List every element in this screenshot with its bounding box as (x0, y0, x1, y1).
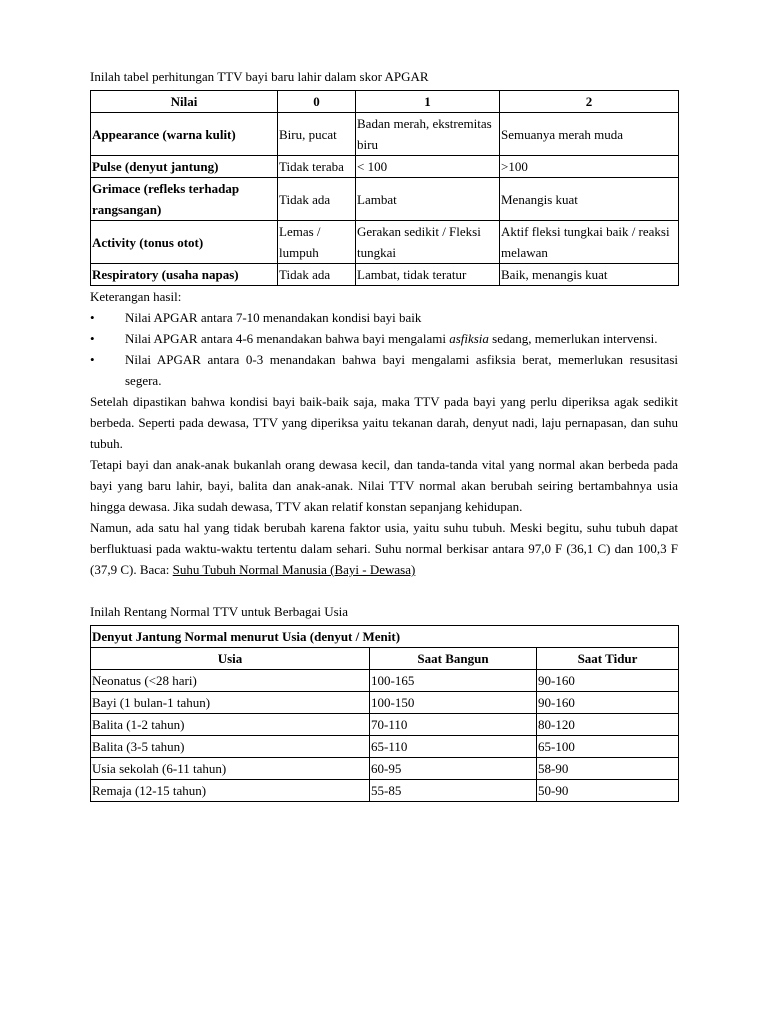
apgar-cell: Tidak teraba (278, 156, 356, 178)
bullet-text: sedang, memerlukan intervensi. (488, 331, 658, 346)
keterangan-label: Keterangan hasil: (90, 289, 182, 304)
apgar-cell: Tidak ada (278, 264, 356, 286)
table-cell: 80-120 (537, 714, 679, 736)
apgar-intro: Inilah tabel perhitungan TTV bayi baru lahir dalam skor APGAR (90, 69, 429, 84)
bullet-text: Nilai APGAR antara 0-3 menandakan bahwa bayi mengalami asfiksia berat, memerlukan resusitasi segera. (125, 352, 678, 388)
apgar-cell: Baik, menangis kuat (500, 264, 679, 286)
paragraph: Setelah dipastikan bahwa kondisi bayi baik-baik saja, maka TTV pada bayi yang perlu diperiksa agak sedikit berbeda. Seperti pada dewasa, TTV yang diperiksa yaitu tekanan darah, denyut nadi, laju pernapasan, dan suhu tubuh. (90, 394, 678, 451)
paragraph (90, 517, 678, 580)
apgar-row (91, 178, 679, 221)
table-cell: Usia sekolah (6-11 tahun) (91, 758, 370, 780)
bullet-icon: • (90, 331, 95, 346)
ttv-header-cell: Saat Bangun (370, 648, 537, 670)
apgar-table (90, 90, 679, 286)
apgar-criterion: Grimace (refleks terhadap rangsangan) (91, 178, 278, 221)
ttv-header-cell: Saat Tidur (537, 648, 679, 670)
apgar-cell: Tidak ada (278, 178, 356, 221)
table-cell: 60-95 (370, 758, 537, 780)
result-list (90, 307, 678, 391)
apgar-cell: Lemas / lumpuh (278, 221, 356, 264)
apgar-header-cell: 1 (356, 91, 500, 113)
table-cell: 65-110 (370, 736, 537, 758)
heart-rate-table (90, 625, 679, 802)
apgar-criterion: Activity (tonus otot) (91, 221, 278, 264)
document-page (90, 66, 678, 802)
table-cell: 90-160 (537, 692, 679, 714)
list-item (90, 328, 678, 349)
apgar-cell: Badan merah, ekstremitas biru (356, 113, 500, 156)
apgar-cell: >100 (500, 156, 679, 178)
spacer (90, 580, 678, 601)
apgar-row (91, 221, 679, 264)
table-cell: 50-90 (537, 780, 679, 802)
apgar-criterion: Appearance (warna kulit) (91, 113, 278, 156)
paragraph-text: Namun, ada satu hal yang tidak berubah karena faktor usia, yaitu suhu tubuh. Meski begitu, suhu tubuh dapat berfluktuasi pada waktu-waktu tertentu dalam sehari. Suhu normal berkisar antara 97,0 F (36,1 C) dan 100,3 F (37,9 C). Baca: (90, 520, 678, 577)
table-row (91, 758, 679, 780)
bullet-text: Nilai APGAR antara 7-10 menandakan kondisi bayi baik (125, 310, 422, 325)
apgar-cell: Lambat, tidak teratur (356, 264, 500, 286)
apgar-criterion: Pulse (denyut jantung) (91, 156, 278, 178)
apgar-header-row (91, 91, 679, 113)
table-cell: Bayi (1 bulan-1 tahun) (91, 692, 370, 714)
table-cell: 55-85 (370, 780, 537, 802)
table-cell: 70-110 (370, 714, 537, 736)
paragraph: Tetapi bayi dan anak-anak bukanlah orang dewasa kecil, dan tanda-tanda vital yang normal akan berbeda pada bayi yang baru lahir, bayi, balita dan anak-anak. Nilai TTV normal akan berubah seiring bertambahnya usia hingga dewasa. Jika sudah dewasa, TTV akan relatif konstan sepanjang kehidupan. (90, 457, 678, 514)
ttv-header-cell: Usia (91, 648, 370, 670)
apgar-header-cell: 2 (500, 91, 679, 113)
table-cell: 100-165 (370, 670, 537, 692)
apgar-row (91, 113, 679, 156)
table-row (91, 736, 679, 758)
table-cell: 58-90 (537, 758, 679, 780)
apgar-cell: Gerakan sedikit / Fleksi tungkai (356, 221, 500, 264)
table-row (91, 692, 679, 714)
ttv-table-title: Denyut Jantung Normal menurut Usia (denyut / Menit) (91, 626, 679, 648)
suhu-tubuh-link[interactable]: Suhu Tubuh Normal Manusia (Bayi - Dewasa) (172, 562, 416, 577)
table-cell: Balita (1-2 tahun) (91, 714, 370, 736)
apgar-cell: Semuanya merah muda (500, 113, 679, 156)
ttv-title-row (91, 626, 679, 648)
apgar-cell: Aktif fleksi tungkai baik / reaksi melawan (500, 221, 679, 264)
bullet-icon: • (90, 352, 95, 367)
apgar-cell: Lambat (356, 178, 500, 221)
list-item (90, 349, 678, 391)
ttv-header-row (91, 648, 679, 670)
bullet-icon: • (90, 310, 95, 325)
apgar-row (91, 156, 679, 178)
apgar-criterion: Respiratory (usaha napas) (91, 264, 278, 286)
table-row (91, 780, 679, 802)
bullet-emphasis: asfiksia (449, 331, 489, 346)
list-item (90, 307, 678, 328)
table-cell: 65-100 (537, 736, 679, 758)
ttv-intro: Inilah Rentang Normal TTV untuk Berbagai Usia (90, 604, 349, 619)
apgar-cell: Biru, pucat (278, 113, 356, 156)
apgar-cell: Menangis kuat (500, 178, 679, 221)
apgar-header-cell: 0 (278, 91, 356, 113)
apgar-header-cell: Nilai (91, 91, 278, 113)
apgar-row (91, 264, 679, 286)
table-cell: 100-150 (370, 692, 537, 714)
table-cell: Neonatus (<28 hari) (91, 670, 370, 692)
bullet-text: Nilai APGAR antara 4-6 menandakan bahwa bayi mengalami (125, 331, 450, 346)
table-cell: Remaja (12-15 tahun) (91, 780, 370, 802)
table-row (91, 670, 679, 692)
table-cell: Balita (3-5 tahun) (91, 736, 370, 758)
table-row (91, 714, 679, 736)
apgar-cell: < 100 (356, 156, 500, 178)
table-cell: 90-160 (537, 670, 679, 692)
